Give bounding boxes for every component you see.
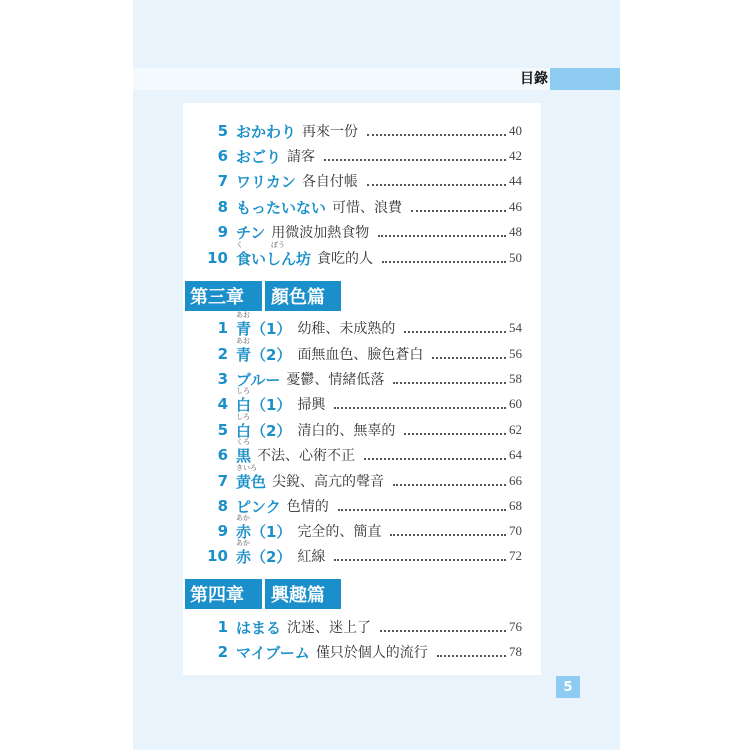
entry-page: 70 [509, 523, 522, 538]
entry-keyword: はまる [236, 618, 282, 637]
entry-number: 8 [217, 497, 228, 515]
entry-description: 可惜、浪費 [332, 200, 403, 216]
entry-description: 幼稚、未成熟的 [297, 321, 396, 337]
entry-keyword: ブルー [236, 370, 281, 389]
chapter-label: 第四章 [190, 585, 244, 606]
entry-number: 7 [217, 472, 228, 490]
entry-number: 1 [217, 319, 228, 337]
entry-description: 色情的 [286, 499, 329, 515]
furigana: あお [236, 310, 250, 319]
entry-keyword: おごり [236, 147, 282, 166]
leader-dots [367, 184, 506, 186]
keyword-text: 青（1） [236, 319, 292, 338]
leader-dots [432, 357, 506, 359]
entry-keyword: もったいない [236, 198, 327, 217]
entry-number: 6 [217, 147, 228, 165]
entry-description: 掃興 [297, 397, 326, 413]
entry-description: 貪吃的人 [317, 251, 374, 267]
entry-page: 58 [509, 371, 522, 386]
entry-page: 66 [509, 473, 522, 488]
entry-page: 40 [509, 123, 522, 138]
entry-description: 請客 [287, 149, 316, 165]
leader-dots [393, 382, 506, 384]
entry-keyword [236, 240, 312, 269]
entry-number: 4 [217, 395, 228, 413]
keyword-text: 白（1） [236, 395, 292, 414]
entry-page: 72 [509, 548, 522, 563]
header-tab [550, 68, 620, 90]
toc-entry [200, 170, 522, 192]
chapter-heading [185, 579, 341, 609]
entry-page: 50 [509, 250, 522, 265]
keyword-text: 青（2） [236, 345, 292, 364]
entry-number: 9 [217, 223, 228, 241]
furigana: しろ [236, 386, 250, 395]
leader-dots [393, 484, 506, 486]
entry-number: 2 [217, 643, 228, 661]
leader-dots [378, 235, 506, 237]
entry-description: 不法、心術不正 [257, 448, 356, 464]
entry-keyword [236, 336, 292, 365]
entry-page: 62 [509, 422, 522, 437]
leader-dots [404, 331, 506, 333]
entry-keyword [236, 463, 267, 492]
chapter-title: 顏色篇 [271, 287, 325, 308]
leader-dots [382, 261, 506, 263]
keyword-text: 黄色 [236, 472, 267, 491]
entry-number: 5 [217, 421, 228, 439]
furigana: しろ [236, 412, 250, 421]
entry-keyword: ピンク [236, 497, 281, 516]
entry-page: 44 [509, 173, 522, 188]
entry-page: 54 [509, 320, 522, 335]
entry-page: 76 [509, 619, 522, 634]
leader-dots [411, 210, 506, 212]
entry-page: 64 [509, 447, 522, 462]
entry-keyword: ワリカン [236, 172, 296, 191]
entry-number: 7 [217, 172, 228, 190]
entry-keyword [236, 538, 292, 567]
page-title: 目錄 [520, 71, 548, 87]
keyword-text: 食いしん坊 [236, 249, 312, 268]
furigana: あお [236, 336, 250, 345]
toc-entry [200, 641, 522, 663]
entry-keyword: おかわり [236, 122, 297, 141]
entry-keyword: チン [236, 223, 266, 242]
entry-number: 3 [217, 370, 228, 388]
toc-entry [200, 240, 522, 269]
leader-dots [367, 134, 506, 136]
toc-entry [200, 120, 522, 142]
entry-page: 60 [509, 396, 522, 411]
leader-dots [390, 534, 506, 536]
entry-page: 68 [509, 498, 522, 513]
toc-entry [200, 145, 522, 167]
entry-description: 憂鬱、情緒低落 [286, 372, 385, 388]
entry-description: 再來一份 [302, 124, 359, 140]
leader-dots [380, 630, 506, 632]
entry-page: 56 [509, 346, 522, 361]
entry-number: 10 [207, 249, 228, 267]
leader-dots [404, 433, 506, 435]
toc-entry [200, 538, 522, 567]
leader-dots [324, 159, 506, 161]
entry-page: 78 [509, 644, 522, 659]
furigana: あか [236, 538, 250, 547]
entry-number: 8 [217, 198, 228, 216]
keyword-text: 黒 [236, 446, 252, 465]
toc-entry [200, 616, 522, 638]
entry-page: 42 [509, 148, 522, 163]
entry-page: 46 [509, 199, 522, 214]
entry-page: 48 [509, 224, 522, 239]
leader-dots [334, 407, 506, 409]
furigana: くろ [236, 437, 250, 446]
entry-description: 完全的、簡直 [297, 524, 382, 540]
entry-number: 1 [217, 618, 228, 636]
chapter-heading [185, 281, 341, 311]
leader-dots [334, 559, 506, 561]
keyword-text: 赤（2） [236, 547, 292, 566]
furigana: きいろ [236, 463, 257, 472]
furigana: く ぼう [236, 240, 285, 249]
entry-description: 尖銳、高亢的聲音 [272, 474, 385, 490]
entry-description: 面無血色、臉色蒼白 [297, 347, 424, 363]
entry-description: 用微波加熱食物 [271, 225, 370, 241]
leader-dots [437, 655, 506, 657]
page-number-badge: 5 [556, 676, 580, 698]
entry-number: 10 [207, 547, 228, 565]
toc-entry [200, 336, 522, 365]
chapter-label: 第三章 [190, 287, 244, 308]
keyword-text: 赤（1） [236, 522, 292, 541]
keyword-text: 白（2） [236, 421, 292, 440]
toc-entry [200, 196, 522, 218]
entry-number: 9 [217, 522, 228, 540]
entry-description: 沈迷、迷上了 [287, 620, 372, 636]
entry-description: 清白的、無辜的 [297, 423, 396, 439]
entry-number: 6 [217, 446, 228, 464]
leader-dots [364, 458, 506, 460]
entry-description: 僅只於個人的流行 [315, 645, 428, 661]
furigana: あか [236, 513, 250, 522]
entry-description: 各自付帳 [301, 174, 358, 190]
entry-number: 5 [217, 122, 228, 140]
chapter-title: 興趣篇 [271, 585, 325, 606]
entry-keyword: マイブーム [236, 643, 310, 662]
toc-entry [200, 463, 522, 492]
entry-number: 2 [217, 345, 228, 363]
entry-description: 紅線 [297, 549, 326, 565]
leader-dots [338, 509, 506, 511]
